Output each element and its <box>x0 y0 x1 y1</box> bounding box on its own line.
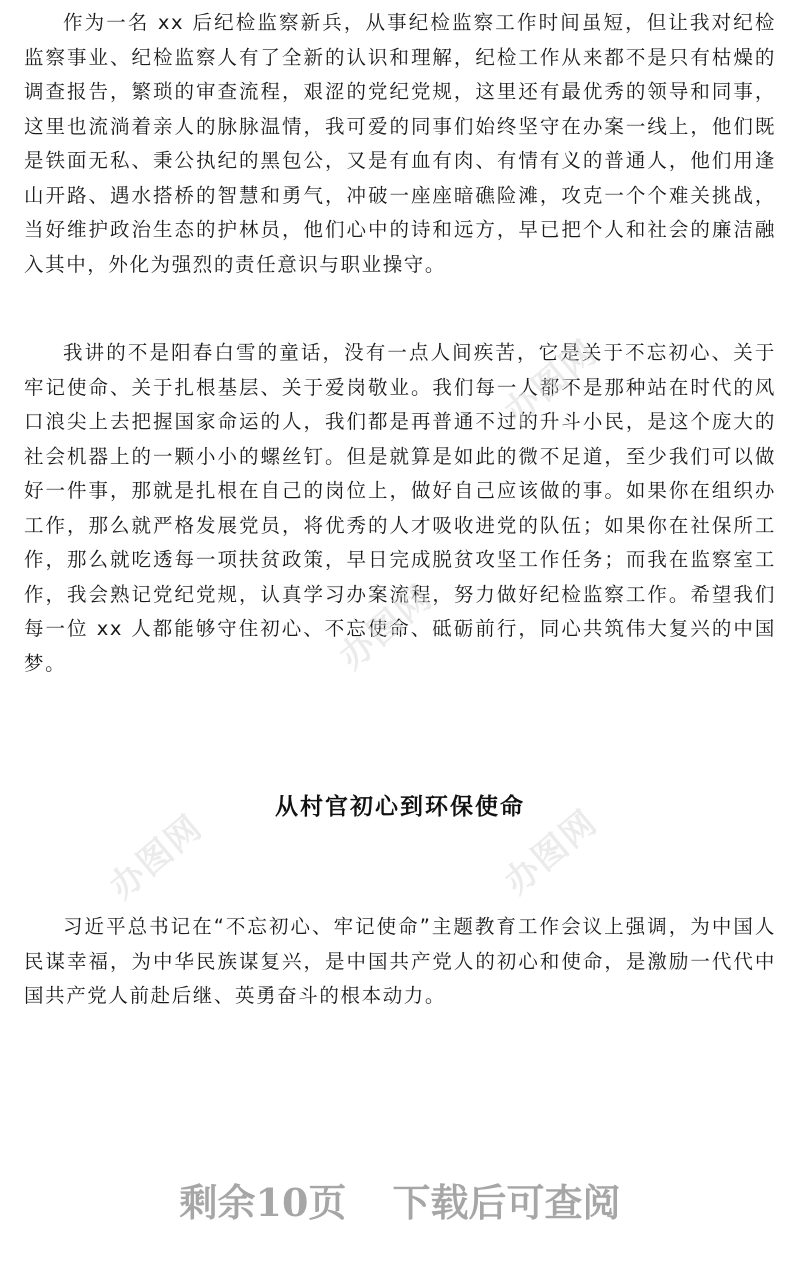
watermark-text: 办图网 <box>497 332 606 433</box>
watermark-text: 办图网 <box>332 577 441 678</box>
section-paragraph: 习近平总书记在“不忘初心、牢记使命”主题教育工作会议上强调，为中国人民谋幸福，为中华民族谋复兴，是中国共产党人的初心和使命，是激励一代代中国共产党人前赴后继、英勇奋斗的根本动力。 <box>24 915 776 1007</box>
download-prompt[interactable] <box>0 1172 800 1227</box>
section-title: 从村官初心到环保使命 <box>275 794 525 820</box>
body-paragraph-2: 我讲的不是阳春白雪的童话，没有一点人间疾苦，它是关于不忘初心、关于牢记使命、关于扎根基层、关于爱岗敬业。我们每一人都不是那种站在时代的风口浪尖上去把握国家命运的人，我们都是再普通不过的升斗小民，是这个庞大的社会机器上的一颗小小的螺丝钉。但是就算是如此的微不足道，至少我们可以做好一件事，那就是扎根在自己的岗位上，做好自己应该做的事。如果你在组织办工作，那么就严格发展党员，将优秀的人才吸收进党的队伍；如果你在社保所工作，那么就吃透每一项扶贫政策，早日完成脱贫攻坚工作任务；而我在监察室工作，我会熟记党纪党规，认真学习办案流程，努力做好纪检监察工作。希望我们每一位 xx 人都能够守住初心、不忘使命、砥砺前行，同心共筑伟大复兴的中国梦。 <box>24 341 776 675</box>
remaining-pages-label: 剩余10页 <box>179 1180 347 1225</box>
watermark-text: 办图网 <box>497 802 606 903</box>
watermark-text: 办图网 <box>102 807 211 908</box>
body-paragraph-1: 作为一名 xx 后纪检监察新兵，从事纪检监察工作时间虽短，但让我对纪检监察事业、纪检监察人有了全新的认识和理解，纪检工作从来都不是只有枯燥的调查报告，繁琐的审查流程，艰涩的党纪党规，这里还有最优秀的领导和同事，这里也流淌着亲人的脉脉温情，我可爱的同事们始终坚守在办案一线上，他们既是铁面无私、秉公执纪的黑包公，又是有血有肉、有情有义的普通人，他们用逢山开路、遇水搭桥的智慧和勇气，冲破一座座暗礁险滩，攻克一个个难关挑战，当好维护政治生态的护林员，他们心中的诗和远方，早已把个人和社会的廉洁融入其中，外化为强烈的责任意识与职业操守。 <box>24 11 776 276</box>
download-to-view-label[interactable]: 下载后可查阅 <box>392 1180 621 1225</box>
